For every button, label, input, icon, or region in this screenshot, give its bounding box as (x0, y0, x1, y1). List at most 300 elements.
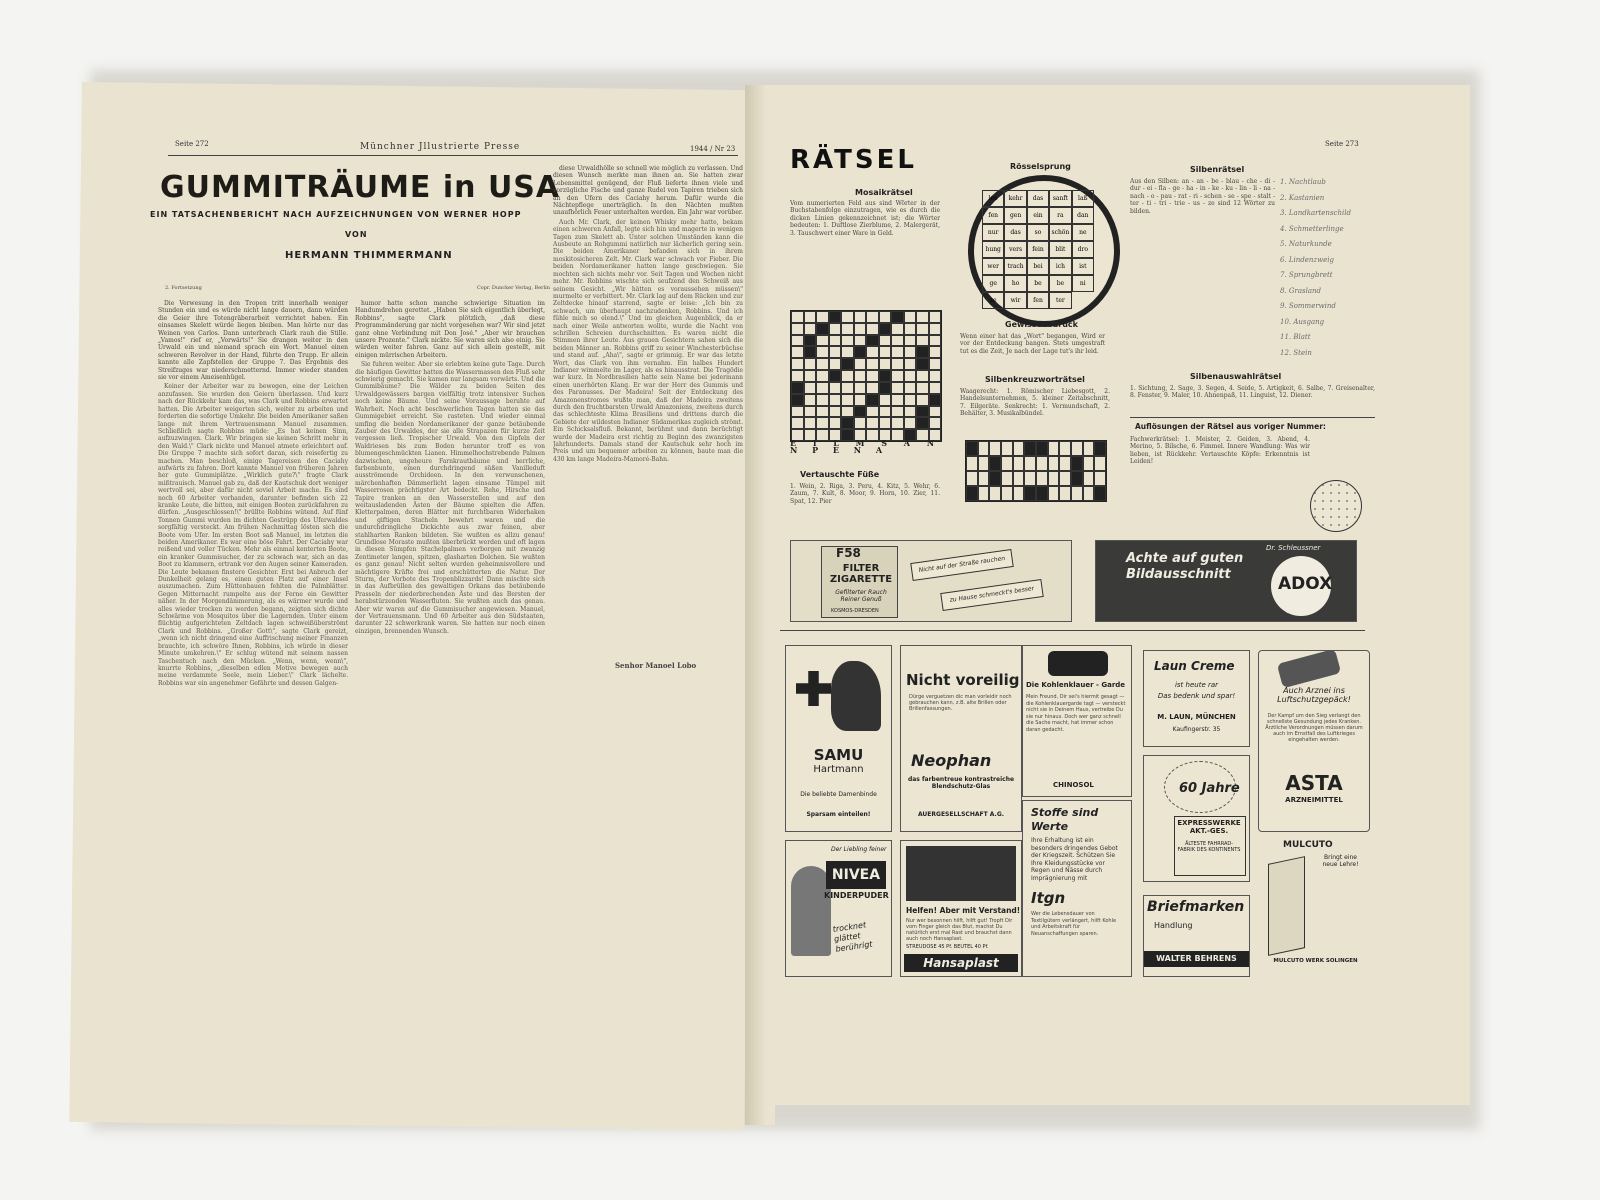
adox-headline: Achte auf guten Bildausschnitt (1126, 551, 1244, 582)
silben-text: Aus den Silben: an - an - be - blau - che - di - dur - ei - fla - ge - ha - in - ke - ku - lin - li - na - nach - o - pau - rat - ri - schen - se - spe - stalt - ter - ti - tri - trie - us - ze sind 12 Wörter zu bilden. (1130, 178, 1275, 215)
filter-brand: F58 (836, 546, 861, 560)
mosaik-cell (816, 370, 829, 382)
ad-asta: Auch Arznei ins Luftschutzgepäck! Der Kampf um den Sieg verlangt den schnellste Gesundung jedes Kranken. Ärztliche Verordnungen müssen darum auch im Ernstfall des Luftkrieges eingehalten werden. ASTA ARZNEIMITTEL (1258, 650, 1370, 832)
handwritten-answer: 7. Sprungbrett (1280, 271, 1333, 279)
handwritten-answer: 4. Schmetterlinge (1280, 224, 1344, 233)
mosaik-cell (854, 417, 867, 429)
silbenkreuz-grid (965, 440, 1107, 502)
handwritten-answer: 1. Nachtlaub (1280, 178, 1326, 186)
mosaik-cell (866, 311, 879, 323)
mosaik-cell (904, 358, 917, 370)
silbenkreuz-cell (1071, 456, 1083, 471)
mosaik-cell (791, 406, 804, 418)
handwritten-answer: 5. Naturkunde (1280, 240, 1332, 248)
ad-briefmarken (1143, 895, 1250, 977)
mosaik-cell (891, 417, 904, 429)
section-heading: Senhor Manoel Lobo (615, 661, 697, 670)
nivea-head: Der Liebling feiner (831, 846, 887, 853)
mosaik-cell (916, 406, 929, 418)
mosaik-cell (829, 323, 842, 335)
mosaik-cell (791, 323, 804, 335)
ad-hansaplast: Helfen! Aber mit Verstand! Nur wer besonnen hilft, hilft gut! Tropft Dir vom Finger gleich das Blut, machst Du natürlich erst mal Rast und brauchst dann auch noch Hansaplast. STREUDOSE 45 Pf. BEUTEL 40 Pf. Hansaplast (900, 840, 1022, 977)
mosaik-cell (916, 394, 929, 406)
roessel-cell: ra (1049, 207, 1071, 224)
mosaik-cell (841, 323, 854, 335)
mosaik-cell (816, 417, 829, 429)
mulcuto-line: Bringt eine neue Lehre! (1322, 854, 1359, 868)
razor-icon (1268, 856, 1305, 956)
mosaik-cell (929, 406, 942, 418)
roessel-cell: lee (982, 190, 1004, 207)
samu-maker: Hartmann (813, 764, 864, 775)
mosaik-cell (904, 335, 917, 347)
mosaik-cell (829, 417, 842, 429)
mosaik-cell (804, 335, 817, 347)
silbenkreuz-cell (1083, 456, 1095, 471)
roessel-cell: be (1049, 275, 1071, 292)
silbenkreuz-cell (1013, 456, 1025, 471)
silbenkreuz-cell (1059, 486, 1071, 501)
mosaik-cell (904, 311, 917, 323)
mosaik-cell (866, 335, 879, 347)
stoffe-headline: Stoffe sind Werte (1031, 806, 1099, 833)
mosaik-cell (866, 406, 879, 418)
roessel-cell: blit (1049, 241, 1071, 258)
handwritten-answers (1280, 175, 1375, 365)
silbenauswahl-text: 1. Sichtung, 2. Sage, 3. Segen, 4. Seide, 5. Artigkeit, 6. Salbe, 7. Greisenalter, 8. Fenster, 9. Maler, 10. Ahnenpaß, 11. Linguist, 12. Diener. (1130, 385, 1375, 400)
mosaik-cell (829, 346, 842, 358)
handwritten-answer: 3. Landkartenschild (1280, 209, 1351, 217)
mosaik-cell (879, 417, 892, 429)
roessel-cell: ge (982, 275, 1004, 292)
roessel-cell: ze (982, 292, 1004, 309)
silbenkreuz-cell (1013, 441, 1025, 456)
itgn-brand: Itgn (1031, 889, 1066, 907)
mosaik-cell (841, 311, 854, 323)
roessel-cell: ist (1072, 258, 1094, 275)
silbenkreuz-cell (978, 456, 990, 471)
silbenkreuz-cell (1071, 486, 1083, 501)
mosaik-cell (854, 311, 867, 323)
roessel-cell: be (1027, 275, 1049, 292)
roessel-cell: das (1027, 190, 1049, 207)
fuesse-text: 1. Wein, 2. Riga, 3. Peru, 4. Kitz, 5. Wehr, 6. Zaum, 7. Kult, 8. Moor, 9. Horn, 10. Zier, 11. Spat, 12. Pier (790, 483, 940, 505)
mosaik-cell (804, 417, 817, 429)
silbenkreuz-cell (1048, 471, 1060, 486)
mosaik-cell (854, 394, 867, 406)
mosaik-cell (916, 346, 929, 358)
mosaik-cell (841, 394, 854, 406)
silbenkreuz-cell (1094, 441, 1106, 456)
roessel-cell: wir (1004, 292, 1026, 309)
roessel-cell: dro (1072, 241, 1094, 258)
samu-tagline: Die beliebte Damenbinde (800, 791, 877, 798)
silbenkreuz-cell (966, 486, 978, 501)
roessel-cell: ho (1004, 275, 1026, 292)
roessel-cell: hung (982, 241, 1004, 258)
mosaik-cell (841, 406, 854, 418)
silbenkreuz-cell (1094, 471, 1106, 486)
roessel-cell: nur (982, 224, 1004, 241)
silbenkreuz-cell (1048, 486, 1060, 501)
asta-sub: ARZNEIMITTEL (1285, 796, 1343, 804)
gewissen-text: Wenn einer hat das „Wort" begangen, Wird er vor der Entdeckung bangen. Stets umgestraft tut es die Zeit, Je nach der Lage tut's ihr leid. (960, 333, 1105, 355)
mosaik-cell (804, 382, 817, 394)
copyright-line: Copr. Duncker Verlag, Berlin (476, 285, 550, 291)
mosaik-cell (791, 417, 804, 429)
col1-text: Die Verwesung in den Tropen tritt innerhalb weniger Stunden ein und es würde nicht lange dauern, dann würden die Geier ihre Totengräberarbeit verrichtet haben. Ein einsames Skelett würde liegen bleiben. Man hörte nur das Weinen von Carlos. Dann unterbrach Clark rauh die Stille. „Vamos!" rief er, „Vorwärts!" Sie drangen weiter in den Urwald ein und niemand sprach ein Wort. Manuel einen schweren Revolver in der Hand, führte den Trupp. Er allein kannte alle Zapfstellen der Gruppe 7. Das Ergebnis des Streifzuges war niederschmetternd. Immer wieder standen sie vor einem Ameisenhügel. (158, 300, 348, 382)
mosaik-cell (916, 382, 929, 394)
mosaik-cell (804, 394, 817, 406)
laun-creme: Laun Creme (1154, 659, 1235, 673)
silbenkreuz-cell (1001, 456, 1013, 471)
ad-mulcuto (1258, 840, 1368, 975)
auergesellschaft: AUERGESELLSCHAFT A.G. (917, 811, 1005, 818)
handwritten-answer: 11. Blatt (1280, 333, 1311, 341)
roessel-cell: vers (1004, 241, 1026, 258)
mosaik-cell (791, 394, 804, 406)
mulcuto-company: MULCUTO WERK SOLINGEN (1273, 958, 1358, 964)
mosaik-cell (841, 358, 854, 370)
silbenkreuz-cell (1024, 471, 1036, 486)
mosaik-cell (791, 382, 804, 394)
mosaik-cell (904, 323, 917, 335)
mosaik-cell (816, 358, 829, 370)
silbenkreuz-cell (1024, 486, 1036, 501)
mosaik-cell (854, 406, 867, 418)
kohlenklauer-title: Die Kohlenklauer - Garde (1026, 681, 1126, 689)
handwritten-answer: 12. Stein (1280, 348, 1312, 357)
mosaik-cell (841, 382, 854, 394)
mosaik-cell (929, 358, 942, 370)
silbenkreuz-cell (1001, 471, 1013, 486)
mosaik-cell (829, 311, 842, 323)
mosaik-cell (854, 370, 867, 382)
mosaik-text: Vom numerierten Feld aus sind Wörter in der Buchstabenfolge einzutragen, wie es durch die dicken Linien gekennzeichnet ist; die Wörter bedeuten: 1. Duftlose Zierblume, 2. Malergerät, 3. Tauschwert einer Ware in Geld. (790, 200, 940, 237)
ad-filter-zigarette (790, 540, 1072, 622)
mosaik-cell (866, 394, 879, 406)
silbenkreuz-cell (1013, 471, 1025, 486)
raetsel-heading: RÄTSEL (790, 145, 917, 175)
silbenkreuz-cell (1048, 441, 1060, 456)
mosaik-cell (879, 346, 892, 358)
silbenkreuz-cell (1059, 456, 1071, 471)
nivea-brand: NIVEA (826, 861, 886, 889)
mosaik-cell (891, 406, 904, 418)
silbenkreuz-cell (1059, 441, 1071, 456)
mosaik-cell (804, 311, 817, 323)
silbenkreuz-cell (1024, 456, 1036, 471)
silbenkreuz-cell (1083, 471, 1095, 486)
gewissen-title: Gewissensdruck (1005, 320, 1078, 329)
mosaik-cell (829, 358, 842, 370)
mosaik-cell (816, 394, 829, 406)
mosaik-cell (854, 382, 867, 394)
mosaik-cell (904, 346, 917, 358)
roessel-cell: fen (982, 207, 1004, 224)
silbenkreuz-cell (1059, 471, 1071, 486)
article-column-2: humor hatte schon manche schwierige Situation im Handumdrehen gerettet. „Haben Sie sich eigentlich überlegt, Robbins", sagte Clark plötzlich, „daß diese Programmänderung gar nicht vorgesehen war? Wir sind jetzt ganz ohne Verbindung mit Don José." „Aber wir brauchen unsere Prozente." Clark nickte. Sie waren sich also einig. Sie würden weiter fahren. Ganz auf sich allein gestellt, mit einigen mürrischen Arbeitern. Sie fuhren weiter. Aber sie erlebten keine gute Tage. Durch die häufigen Gewitter hatten die Wassermassen den Fluß sehr schwierig gemacht. Sie kamen nur langsam vorwärts. Und die Gummibäume? Die Wälder zu beiden Seiten des Urwaldgewässers bargen vielfältig trotz intensiver Suchen noch keine Bäume. Und seine Voraussage beruhte auf Wahrheit. Noch acht beschwerlichen Tagen hatten sie das Gummigebiet erreicht. Sie rasteten. Und wieder einmal umfing die beiden Nordamerikaner der ganze betäubende Zauber des Urwaldes, der sie alle Strapazen für kurze Zeit vergessen ließ. Tropischer Urwald. Von den Gipfeln der Waldriesen bis zum Boden herunter troff es von blumengeschmückten Lianen. Himmelhochstrebende Palmen dazwischen, ungeheure Farnkrautbäume und herrliche, farbenbunte, einen durchdringend süßen Vanilleduft ausströmende Orchideen. In den verwunschenen, märchenhaften Dämmerlicht lagen einsame Tümpel mit Wasserrosen prächtigster Art bedeckt. Rehe, Hirsche und Tapire tranken an den Wasserstellen und auf den weitausladenden Ästen der Bäume spielten die Affen. Kletterpalmen, deren Blätter mit furchtbaren Widerhaken und giftigen Stacheln bewehrt waren und die undurchdringliche Dickichte aus zwar feinen, aber stahlharten Ranken bildeten. Sie wußten es allzu genau! Grundlose Moraste mußten überbrückt werden und oft lagen in diesen Sümpfen Stachelpalmen verborgen mit zwanzig Zentimeter langen, spitzen, glasharten Dolchen. Sie wußten es ganz genau! Nicht selten wurden geheimnisvollere und mächtigere Kräfte frei und erschütterten die Natur. Der Sturm, der Vorbote des Tropenblizzards! Dann mischte sich in das Aufbrüllen des gewaltigen Orkans das betäubende Prasseln der niederbrechenden Äste und das Bersten der herabstürzenden Wasserfluten. Sie wußten auch das genau. Aber wir waren auf die Gummisucher angewiesen. Manuel, der Vertrauensmann. Und 60 Arbeiter aus den Südstaaten, darunter 22 schwerkrank waren. Sie hatten nur noch einen einzigen, brennenden Wunsch. (355, 300, 545, 635)
mosaik-cell (791, 346, 804, 358)
asta-brand: ASTA (1285, 771, 1343, 795)
roessel-cell: trach (1004, 258, 1026, 275)
silbenkreuz-cell (1094, 486, 1106, 501)
mosaik-cell (891, 370, 904, 382)
ad-kohlenklauer: Die Kohlenklauer - Garde Mein Freund, Dir sei's hiermit gesagt — die Kohlenklauergarde tagt — versteckt nicht sie in Deinem Haus, vertreibe Du sie nur hinaus. Doch wer ganz schnell die Sache macht, hat immer schon daran gedacht. CHINOSOL (1022, 645, 1132, 797)
roessel-cell: schön (1049, 224, 1071, 241)
mosaik-cell (929, 370, 942, 382)
article-column-3: diese Urwaldhölle so schnell wie möglich zu verlassen. Und diesen Wunsch merkte man ihnen an. Sie hatten zwar Lebensmittel genügend, der Fluß lieferte ihnen viele und vorzügliche Fische und ganze Rudel von Tapiren trieben sich an den Ufern des Caciahy herum. Dafür wurde die Nächtepflege unerträglich. In den Nächten mußten unaufhörlich Feuer unterhalten werden. Ein Jahr war vorüber. Auch Mr. Clark, der keinen Whisky mehr hatte, bekam einen schweren Anfall, legte sich hin und magerte in wenigen Tagen zum Skelett ab. Unter solchen Umständen kann die Ausbeute an Rohgummi natürlich nur lächerlich gering sein. Die beiden Amerikaner befanden sich in ihrem moskitosicheren Zelt. Mr. Clark war schwach vor Fieber. Die beiden Nordamerikaner hatten lange geschwiegen. Sie mochten sich nichts mehr vor. Seit Tagen und Wochen nicht mehr. Mr. Robbins wischte sich seufzend den Schweiß aus seinem Gesicht. „Wir hätten es voraussehen müssen\" murmelte er verbittert. Mr. Clark lag auf dem Rücken und zur Zeltdecke hinauf starrend, sagte er leise: „Ich bin zu schwach, um überhaupt nachzudenken, Robbins. Und ich fühle mich so elend.\" Und im gleichen Augenblick, da er nach einer Weile antworten wollte, wurde die Nacht von schrillen Schreien durchschnitten. Es waren nicht die Stimmen ihrer Leute. Aus grauen Gesichtern sahen sich die beiden Männer an. Robbins griff zu seiner Winchesterbüchse und stand auf. „Aha\", sagte er grimmig. Er war das letzte Wort, das Clark von ihm vernahm. Ein halbes Hundert Indianer wimmelte im Lager, als es hinausstrat. Die Tragödie war kurz. In Nordbrasilien hatte sein Name bei jedermann einen unerhörten Klang. Er war der Herr des Gummis und des Paranusses. Der Madeira! Seit der Entdeckung des Amazonenstromes wußte man, daß der Madeira zweitens durch den fruchtbarsten Urwald Amazoniens, zweitens durch das schlechteste Klima Brasiliens und drittens durch die Gebiete der wildesten Indianer Südamerikas zugleich strömt. Ein Schicksalsfluß. Bekannt, berühmt und dann berüchtigt wurde der Madeira erst richtig zu Beginn des zwanzigsten Jahrhunderts. Damals stand der Kautschuk sehr hoch im Preis und um bequemer arbeiten zu können, baute man die 430 km lange Madeira-Mamoré-Bahn. (553, 165, 743, 463)
silbenkreuz-cell (978, 471, 990, 486)
mosaik-cell (866, 323, 879, 335)
ad-expresswerke (1143, 755, 1250, 882)
mosaik-cell (879, 358, 892, 370)
mosaik-cell (879, 335, 892, 347)
filter-slogan-2: zu Hause schmeckt's besser (940, 579, 1044, 611)
first-aid-illustration (906, 846, 1016, 901)
fuesse-title: Vertauschte Füße (800, 470, 880, 479)
roessel-cell: ein (1027, 207, 1049, 224)
mulcuto-brand: MULCUTO (1283, 840, 1333, 850)
mosaik-cell (816, 382, 829, 394)
silbenkreuz-cell (1048, 456, 1060, 471)
laun-company: M. LAUN, MÜNCHEN (1157, 713, 1236, 721)
mosaik-cell (866, 382, 879, 394)
roessel-cell: das (1004, 224, 1026, 241)
mosaik-cell (879, 370, 892, 382)
roessel-cell: ne (1072, 224, 1094, 241)
roessel-cell: laß (1072, 190, 1094, 207)
mosaik-cell (791, 358, 804, 370)
laun-line-2: Das bedenk und spar! (1157, 692, 1236, 700)
mosaik-cell (804, 358, 817, 370)
mosaik-cell (904, 394, 917, 406)
mosaik-cell (916, 358, 929, 370)
teilungsproblem-figure (1310, 480, 1362, 532)
mosaik-cell (841, 346, 854, 358)
article-von: VON (345, 230, 368, 239)
silbenkreuz-cell (1071, 441, 1083, 456)
mosaik-cell (879, 311, 892, 323)
mosaik-cell (929, 394, 942, 406)
mosaik-cell (879, 406, 892, 418)
roessel-cell: bei (1027, 258, 1049, 275)
silbenkreuz-cell (1083, 486, 1095, 501)
silbenraetsel-title: Silbenrätsel (1190, 165, 1245, 174)
woman-profile-icon (831, 661, 881, 731)
mosaik-cell (916, 311, 929, 323)
silbenkreuz-title: Silbenkreuzworträtsel (985, 375, 1085, 384)
briefmarken-sub: Handlung (1154, 921, 1193, 930)
silbenauswahl-title: Silbenauswahlrätsel (1190, 372, 1282, 381)
walter-behrens: WALTER BEHRENS (1144, 951, 1249, 967)
mosaik-cell (804, 406, 817, 418)
roessel-cell: gen (1004, 207, 1026, 224)
cross-icon (796, 671, 831, 706)
mosaik-cell (891, 382, 904, 394)
mosaik-cell (866, 358, 879, 370)
mosaik-cell (866, 346, 879, 358)
mosaik-cell (916, 323, 929, 335)
handwritten-answer: 10. Ausgang (1280, 317, 1325, 326)
aufloesung-text: Fachwerkrätsel: 1. Meister, 2. Geiden, 3. Abend, 4. Merino, 5. Bilsche, 6. Fimmel. Innere Wandlung: Was wir lieben, ist Rückkehr. Vertauschte Köpfe: Erkenntnis ist Leiden! (1130, 436, 1310, 466)
silbenkreuz-cell (989, 486, 1001, 501)
mosaik-cell (854, 335, 867, 347)
nicht-voreilig: Nicht voreilig (906, 671, 1020, 689)
silbenkreuz-cell (1083, 441, 1095, 456)
arznei-headline: Auch Arznei ins Luftschutzgepäck! (1277, 686, 1351, 704)
mosaik-cell (841, 370, 854, 382)
mosaik-cell (904, 417, 917, 429)
silbenkreuz-cell (989, 441, 1001, 456)
expresswerke-name: EXPRESSWERKE AKT.-GES. (1177, 819, 1241, 835)
expresswerke-sub: ÄLTESTE FAHRRAD-FABRIK DES KONTINENTS (1177, 841, 1241, 853)
mosaik-cell (929, 335, 942, 347)
mosaik-title: Mosaikrätsel (855, 188, 913, 197)
briefmarken-brand: Briefmarken (1147, 899, 1245, 915)
article-column-1: Die Verwesung in den Tropen tritt innerhalb weniger Stunden ein und es würde nicht lange dauern, dann würden die Geier ihre Totengräberarbeit verrichtet haben. Ein einsames Skelett würde liegen bleiben. Man hörte nur das Weinen von Carlos. Dann unterbrach Clark rauh die Stille. „Vamos!" rief er, „Vorwärts!" Sie drangen weiter in den Urwald ein und niemand sprach ein Wort. Manuel einen schweren Revolver in der Hand, führte den Trupp. Er allein kannte alle Zapfstellen der Gruppe 7. Das Ergebnis des Streifzuges war niederschmetternd. Immer wieder standen sie vor einem Ameisenhügel. Keiner der Arbeiter war zu bewegen, eine der Leichen anzufassen. Sie wurden den Geiern überlassen. Und kurz nach der Rückkehr kam das, was Clark und Robbins erwartet hatten. Die Arbeiter weigerten sich, weiter zu arbeiten und forderten die sofortige Umkehr. Die beiden Amerikaner saßen lange mit ihrem Vertrauensmann Manuel zusammen. Schließlich sagte Robbins müde: „Es hat keinen Sinn, aufzuzwingen. Clark. Wir bringen sie keinen Schritt mehr in den Wald.\" Clark nickte und Manuel atmete erleichtert auf. Die Gruppe 7 machte sich sofort daran, sich reisefertig zu machen. Man beschloß, einige Tagereisen den Caciahy aufwärts zu fahren. Dort kannte Manuel von früheren Jahren her gute Gummiplätze. „Wirklich gute?\" fragte Clark mißtrauisch. Manuel gab zu, daß der Kautschuk dort weniger wertvoll sei, aber dafür nicht soviel Arbeit mache. Es sind noch 60 Arbeiter vorhanden, darunter befinden sich 22 kranke Leute, die bitten, mit einigen Booten zurückfahren zu dürfen. „Ausgeschlossen!\" brüllte Robbins wütend. Auf fünf Tonnen Gummi wurden im dichten Gestrüpp des Uferwaldes sorgfältig versteckt. Am frühen Nachmittag lösten sich die Boote vom Ufer. Im ersten Boot saß Manuel, im letzten die beiden Amerikaner. Es war eine böse Fahrt. Der Caciahy war reißend und voller Tücken. Mehr als einmal kenterten Boote, ein kranker Gummisucher, der zu schwach war, sich an das Boot zu klammern, ertrank vor den Augen seiner Kameraden. Die Leute bekamen finstere Gesichter. Erst bei Anbruch der Dunkelheit gelang es, einen guten Platz auf einer Insel auszumachen. Zum Hüttenbauen fehlten die Palmblätter. Gegen Mitternacht rumpelte aus der Ferne ein Gewitter näher. In der Morgendämmerung, als es wärmer wurde und alles wieder trocken zu werden begann, zeigten sich dichte Schwärme von Mosquitos über die Lagernden. Unter einem flüchtig aufgerichteten Zeltdach lagen schweißüberströmt Clark und Robbins. „Großer Gott\", sagte Clark gereizt, „wenn ich nicht dringend eine Auffrischung meiner Finanzen brauchte, ich schwöre Ihnen, Robbins, ich würde in dieser Minute umkehren.\" Er schlug wütend mit seinem nassen Taschentuch nach den Mücken. „Wenn, wenn, wenn\", knurrte Robbins, „dieselben edlen Motive bewegen auch meine verdammte Seele, mein Lieber.\" Clark lächelte. Robbins war ein angenehmer Gefährte und dessen Galgen- (158, 300, 348, 687)
silbenkreuz-cell (1024, 441, 1036, 456)
mosaik-cell (804, 370, 817, 382)
expresswerke-years: 60 Jahre (1179, 781, 1240, 796)
mosaik-cell (916, 335, 929, 347)
filter-name: FILTER ZIGARETTE (829, 563, 893, 585)
mosaik-cell (891, 323, 904, 335)
roessel-cell: fein (1027, 241, 1049, 258)
ad-neophan: Nicht voreilig Dürge verguetzen dic man vorleidir noch gebrauchen kann, z.B. alte Brillen oder Brillenfassungen. Neophan das farbentreue kontrastreiche Blendschutz-Glas AUERGESELLSCHAFT A.G. (900, 645, 1022, 832)
samu-sparsam: Sparsam einteilen! (806, 811, 871, 818)
ad-samu (785, 645, 892, 832)
silbenkreuz-cell (978, 441, 990, 456)
filter-tagline: Gefilterter Rauch Reiner Genuß (835, 589, 887, 603)
mosaik-cell (929, 346, 942, 358)
roessel-cell: sanft (1049, 190, 1071, 207)
samu-brand: SAMU (813, 746, 864, 764)
laun-address: Kaufingerstr. 35 (1172, 726, 1221, 733)
mosaik-cell (791, 370, 804, 382)
aufloesung-rule (1130, 417, 1375, 418)
silbenkreuz-cell (1094, 456, 1106, 471)
aufloesung-title: Auflösungen der Rätsel aus voriger Nummer: (1135, 422, 1326, 431)
mosaik-cell (929, 323, 942, 335)
mosaik-cell (816, 335, 829, 347)
article-author: HERMANN THIMMERMANN (285, 250, 453, 261)
silbenkreuz-cell (966, 441, 978, 456)
hansaplast-brand: Hansaplast (904, 954, 1018, 972)
roessel-cell: ni (1072, 275, 1094, 292)
laun-line-1: ist heute rar (1174, 681, 1219, 689)
mosaik-cell (791, 311, 804, 323)
article-title: GUMMITRÄUME in USA (160, 170, 561, 205)
handwritten-answer: 8. Grasland (1280, 286, 1322, 295)
mosaik-cell (929, 311, 942, 323)
silbenkreuz-cell (1036, 471, 1048, 486)
masthead: Münchner Jllustrierte Presse (360, 142, 521, 152)
mosaik-cell (904, 382, 917, 394)
silbenkreuz-cell (989, 471, 1001, 486)
mosaik-cell (854, 346, 867, 358)
mosaik-letters: E I L M S A N N P E N A (790, 440, 940, 456)
mosaik-cell (891, 394, 904, 406)
mosaik-cell (879, 394, 892, 406)
adox-brand: ADOX (1278, 574, 1333, 594)
adox-signature: Dr. Schleussner (1266, 544, 1321, 552)
roessel-cell: ter (1049, 292, 1071, 309)
mosaik-cell (791, 335, 804, 347)
handwritten-answer: 2. Kastanien (1280, 193, 1325, 202)
silbenkreuz-cell (1036, 486, 1048, 501)
ads-rule (780, 630, 1365, 631)
mosaik-cell (829, 382, 842, 394)
ad-laun-creme (1143, 650, 1250, 747)
mosaik-cell (804, 323, 817, 335)
ad-itgn: Stoffe sind Werte Ihre Erhaltung ist ein besonders dringendes Gebot der Kriegszeit. Schützen Sie Ihre Kleidungsstücke vor Regen und Nässe durch Imprägnierung mit Itgn Wer die Lebensdauer von Textilgütern verlängert, hilft Kohle und Arbeitskraft für Neuanschaffungen sparen. (1022, 800, 1132, 977)
silbenkreuz-cell (989, 456, 1001, 471)
roesselsprung-grid (982, 190, 1094, 304)
right-page-number: Seite 273 (1325, 140, 1359, 148)
mosaik-cell (891, 311, 904, 323)
mosaik-cell (804, 346, 817, 358)
col2-text: humor hatte schon manche schwierige Situation im Handumdrehen gerettet. „Haben Sie sich eigentlich überlegt, Robbins", sagte Clark plötzlich, „daß diese Programmänderung gar nicht vorgesehen war? Wir sind jetzt ganz ohne Verbindung mit Don José." „Aber wir brauchen unsere Prozente." Clark nickte. Sie waren sich also einig. Sie würden weiter fahren. Ganz auf sich allein gestellt, mit einigen mürrischen Arbeitern. (355, 300, 545, 359)
mosaik-cell (879, 382, 892, 394)
mosaik-cell (904, 406, 917, 418)
filter-slogan-1: Nicht auf der Straße rauchen (910, 549, 1014, 581)
neophan-brand: Neophan (911, 751, 992, 770)
mosaik-cell (816, 311, 829, 323)
mosaik-cell (816, 346, 829, 358)
nivea-tagline: trocknet glättet berührigt (832, 920, 874, 954)
roessel-cell: fen (1027, 292, 1049, 309)
mosaik-cell (916, 417, 929, 429)
article-subtitle: EIN TATSACHENBERICHT NACH AUFZEICHNUNGEN VON WERNER HOPP (150, 210, 522, 219)
silbenkreuz-cell (1001, 441, 1013, 456)
mosaik-cell (904, 370, 917, 382)
mosaik-cell (879, 323, 892, 335)
silbenkreuz-cell (1001, 486, 1013, 501)
ad-adox (1095, 540, 1357, 622)
mosaik-cell (829, 335, 842, 347)
silbenkreuz-cell (1013, 486, 1025, 501)
col3-text: diese Urwaldhölle so schnell wie möglich zu verlassen. Und diesen Wunsch merkte man ihnen an. Sie hatten zwar Lebensmittel genügend, der Fluß lieferte ihnen viele und vorzügliche Fische und ganze Rudel von Tapiren trieben sich an den Ufern des Caciahy herum. Dafür wurde die Nächtepflege unerträglich. In den Nächten mußten unaufhörlich Feuer unterhalten werden. Ein Jahr war vorüber. (553, 165, 743, 217)
mosaik-grid (790, 310, 942, 442)
bag-icon (1277, 650, 1341, 688)
filter-maker: KOSMOS-DRESDEN (831, 608, 879, 614)
handwritten-answer: 6. Lindenzweig (1280, 255, 1334, 264)
fortsetzung-label: 2. Fortsetzung (165, 285, 202, 291)
owls-icon (1048, 651, 1108, 676)
silbenkreuz-cell (966, 471, 978, 486)
roessel-cell: dan (1072, 207, 1094, 224)
mosaik-cell (866, 370, 879, 382)
mosaik-cell (866, 417, 879, 429)
mosaik-cell (854, 323, 867, 335)
roessel-cell: kehr (1004, 190, 1026, 207)
mosaik-cell (891, 335, 904, 347)
mosaik-cell (829, 406, 842, 418)
roessel-cell: wer (982, 258, 1004, 275)
silbenkreuz-cell (966, 456, 978, 471)
silbenkreuz-text: Waagerecht: 1. Römischer Liebesgott, 2. Handelsunternehmen, 5. kleiner Zeitabschnitt, 7. Eilgeräte. Senkrecht: 1. Vermundschaft, 2. Behälter, 3. Musikalbündel. (960, 388, 1110, 418)
issue-number: 1944 / Nr 23 (690, 145, 736, 153)
mosaik-cell (829, 394, 842, 406)
mosaik-cell (829, 370, 842, 382)
silbenkreuz-cell (978, 486, 990, 501)
chinosol: CHINOSOL (1053, 781, 1094, 789)
silbenkreuz-cell (1036, 456, 1048, 471)
mother-child-icon (791, 866, 831, 956)
roesselsprung-title: Rösselsprung (1010, 162, 1071, 171)
neophan-line: das farbentreue kontrastreiche Blendschutz-Glas (907, 776, 1015, 790)
